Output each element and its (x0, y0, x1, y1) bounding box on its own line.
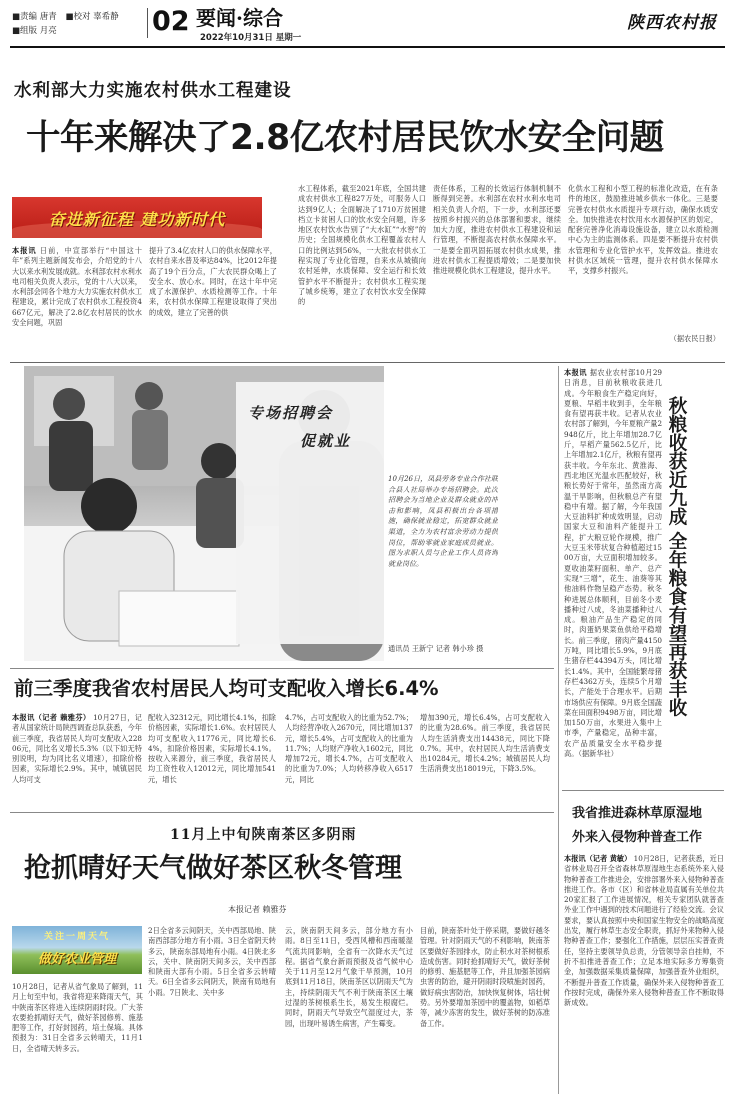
harvest-headline: 秋粮收获近九成 全年粮食有望再获丰收 (666, 396, 687, 717)
lead-kicker: 水利部大力实施农村供水工程建设 (14, 81, 292, 101)
masthead-divider (147, 8, 148, 38)
photo-title-2: 促就业 (300, 432, 352, 450)
lead-col-1 (12, 246, 142, 360)
banner-slogan: 奋进新征程 建功新时代 (48, 210, 226, 229)
income-top-rule (10, 668, 554, 669)
invasive-text (564, 854, 724, 1092)
harvest-byline: 本报讯 (564, 368, 587, 377)
tea-headline: 抢抓晴好天气做好茶区秋冬管理 (24, 853, 402, 884)
harvest-body: 据农业农村部10月29日消息，目前秋粮收获进几成。今年粮食生产稳定向好，夏粮、早稻丰收到手，全年粮食有望再获丰收。记者从农业农村部了解到，今年夏粮产量2948亿斤，比上年增加28.7亿斤，早稻产量562.5亿斤，比上年增加2.1亿斤，秋粮有望再获丰收。今年东北、黄淮海、西北地区光温水匹配较好，秋粮长势好于常年，虽然南方高温干旱影响，但秋粮总产有望稳中有增。据了解，今年我国大豆油料扩种成效明显，启动国家大豆和油料产能提升工程，扩大粮豆轮作规模，推广大豆玉米带状复合种植超过1500万亩，大豆面积增加较多。夏收油菜籽面积、单产、总产实现“三增”，花生、油葵等其他油料作物呈稳产态势。秋冬种进展总体顺利，目前冬小麦播种过八成，冬油菜播种过八成。粮油产品生产稳定的同时，肉蛋奶果菜鱼供给平稳增长。前三季度，猪肉产量4150万吨，同比增长5.9%，9月底生猪存栏44394万头，同比增长1.4%。其中，全国能繁母猪存栏4362万头，连续5个月增长，产能处于合理水平。后期市场供应有保障。9月底全国蔬菜在田面积9498万亩，同比增加150万亩，水果进入集中上市季，产量稳定，品种丰富，农产品质量安全水平稳步提高。（据新华社） (564, 368, 662, 758)
lead-headline: 十年来解决了2.8亿农村居民饮水安全问题 (26, 118, 664, 158)
campaign-banner (12, 197, 262, 238)
weather-banner-top: 关注一周天气 (43, 932, 110, 942)
photo-caption: 10月26日，凤县劳务专业合作社联合县人社局举办专场招聘会。此次招聘会为当地企业及群众就业的冲击和影响，凤县积极出台各项措施，确保就业稳定，拓宽群众就业渠道，全力为农村富余劳动力提供岗位，帮助零就业家庭成员就业。图为求职人员与企业工作人员咨询就业岗位。 (388, 475, 498, 568)
lead-col-1-text: 日前，中宣部举行“中国这十年”系列主题新闻发布会，介绍党的十八大以来水利发展成就。水利部农村水利水电司相关负责人表示，党的十八大以来，水利部会同各个地方大力实施农村供水工程建设，累计完成了农村供水工程投资4667亿元，解决了2.8亿农村居民的饮水安全问题，巩固 (12, 246, 142, 328)
lead-col-4: 责任体系，工程的长效运行体制机制不断得到完善。水利部在农村水利水电司相关负责人介绍，下一步，水利部还要按照乡村振兴的总体部署和要求，继续加大力度，推进农村供水工程建设和运行管理，不断提高农村供水保障水平。一是要全面巩固拓展农村供水成果，推进农村供水工程提质增效；二是要加快推进规模化供水工程建设，提升水平。 (433, 184, 561, 276)
paper-name-logo: 陕西农村报 (627, 13, 717, 33)
masthead-rule (10, 46, 725, 48)
page-number: 02 (152, 6, 190, 37)
tea-col-1: 10月28日，记者从省气象局了解到，11月上旬至中旬，我省将迎来降雨天气，其中陕南茶区将进入连续阴雨时段。广大茶农要抢抓晴好天气，做好茶园修剪、施基肥等工作，打好封园药，培土保墒。具体预报为：31日全省多云转晴天，11月1日，全省晴天转多云。 (12, 982, 143, 1053)
invasive-headline-1: 我省推进森林草原湿地 (572, 806, 703, 821)
lead-byline: 本报讯 (12, 246, 37, 255)
tea-col-2: 2日全省多云间阴天，关中西部局地、陕南西部部分地方有小雨。3日全省阴天转多云，陕南东部局地有小雨。4日陕北多云，关中、陕南阴天间多云，关中西部和陕南大部有小雨。5日全省多云转晴天。6日全省多云间阴天，陕南有局地有小雨。7日陕北、关中多 (148, 926, 276, 997)
tea-col-4: 目前，陕南茶叶处于停采期，要做好越冬管理。针对阴雨天气的不利影响，陕南茶区要做好茶园排水，防止积水对茶树根系造成伤害。同时抢抓晴好天气，做好茶树的修剪、施基肥等工作，并且加强茶园病虫害的防治，避开阴雨时段喷施封园药，做好病虫害防治，加快恢复树体，培壮树势。另外要增加茶园中的覆盖物，如稻草等，减少冻害的发生，做好茶树的防冻准备工作。 (420, 926, 550, 1028)
lead-bottom-rule (10, 362, 725, 363)
income-col-1 (12, 713, 142, 805)
income-col-4: 增加390元，增长6.4%，占可支配收入的比重为28.6%。前三季度，我省居民人均生活消费支出14438元，同比下降0.7%。其中，农村居民人均生活消费支出10284元，增长4.2%；城镇居民人均生活消费支出18019元，下降3.5%。 (420, 713, 550, 774)
invasive-body: 10月28日，记者获悉，近日省林业局召开全省森林草原湿地生态系统外来入侵物种普查工作推进会，安排部署外来入侵物种普查推进工作。各市（区）和省林业局直属有关单位共20家汇报了工作进展情况，相关专家团队就普查外业工作中遇到的技术问题进行了经验交流。会议要求，要认真按照中央和国家生物安全的战略高度出发，履行林草生态安全职责，抓好外来物种入侵物种普查工作；要强化工作措施，层层压实普查责任，坚持主要领导负总责，分管领导亲自挂帅，不折不扣推进普查工作；立足本地实际多方筹集资金，加强数据采集质量保障，加强普查外业组织，不断提升普查工作质量，确保外来入侵物种普查工作按时完成，确保外来入侵物种普查工作不断取得新成效。 (564, 854, 724, 1008)
lead-col-3: 水工程体系，截至2021年底，全国共建成农村供水工程827万处，可服务人口达到9亿人；全面解决了1710万贫困建档立卡贫困人口的饮水安全问题，许多地区农村饮水告别了“大水缸”“水窖”的历史；全国规模化供水工程覆盖农村人口的比例达到56%，一大批农村供水工程实现了专业化管理，自来水从城镇向农村延伸，水质保障、安全运行和长效管护水平不断提升；农村供水工程实现了城乡统筹，建立了农村饮水安全保障的 (298, 184, 426, 307)
right-column-rule (558, 366, 559, 1094)
income-bottom-rule (10, 812, 554, 813)
section-title: 要闻·综合 (196, 6, 283, 30)
masthead-credits (12, 10, 152, 38)
harvest-text (564, 368, 662, 784)
tea-col-3: 云，陕南阴天间多云，部分地方有小雨。8日至11日，受西风槽和西南暖湿气流共同影响，全省有一次降水天气过程。据省气象台新雨预报及省气候中心关于11月至12月气象干旱预测，10月底到11月18日，陕南茶区以阴雨天气为主，持续阴雨天气不利于陕南茶区土壤过湿的茶树根系生长，易发生根腐烂。同时，阴雨天气导致空气湿度过大，茶园，出现叶易诱生病害，产生霉变。 (285, 926, 413, 1028)
photo-credit: 通讯员 王新宁 记者 韩小珍 摄 (388, 644, 484, 653)
income-col-2: 配收入32312元，同比增长4.1%，扣除价格因素，实际增长1.6%。农村居民人均可支配收入11776元，同比增长6.4%，扣除价格因素，实际增长4.1%。按收入来源分，前三季度，我省居民人均工资性收入12012元，同比增加541元，增长 (148, 713, 276, 784)
credit-proof: ■校对 辜希静 (65, 12, 119, 22)
lead-col-5: 化供水工程和小型工程的标准化改造，在有条件的地区，鼓励推进城乡供水一体化。三是要完善农村供水水质提升专项行动，确保水质安全。加快推进农村饮用水水源保护区的划定，配套完善净化消毒设施设备，建立以水质检测中心为主的监测体系。四是要不断提升农村供水管理和专业化管护水平，发挥效益。推进农村供水区域统一管理，提升农村供水保障水平，支撑乡村振兴。 (568, 184, 718, 276)
photo-title-1: 专场招聘会 (248, 404, 334, 422)
income-headline: 前三季度我省农村居民人均可支配收入增长6.4% (14, 677, 439, 700)
invasive-byline: 本报讯（记者 黄敏） (564, 854, 632, 863)
lead-source: （据农民日报） (669, 334, 720, 343)
weather-banner-main: 做好农业管理 (37, 952, 116, 967)
lead-col-2: 提升了3.4亿农村人口的供水保障水平，农村自来水普及率达84%，比2012年提高了19个百分点，广大农民群众喝上了安全水、放心水。同时，在这十年中完成了水源保护、水质检测等工作。十年来，农村供水保障工程建设取得了突出的成效，建立了完善的供 (149, 246, 277, 317)
income-byline: 本报讯（记者 赖雅芬） (12, 713, 91, 722)
issue-date: 2022年10月31日 星期一 (200, 33, 302, 43)
credit-layout: ■组版 月亮 (12, 26, 57, 36)
invasive-headline-2: 外来入侵物种普查工作 (572, 830, 703, 845)
invasive-top-rule (562, 790, 724, 791)
weather-banner (12, 926, 142, 974)
credit-editor: ■责编 唐青 (12, 12, 57, 22)
income-col-3: 4.7%，占可支配收入的比重为52.7%；人均经营净收入2670元，同比增加137元，增长5.4%，占可支配收入的比重为11.7%；人均财产净收入1602元，同比增加72元，增长4.7%，占可支配收入的比重为7.0%；人均转移净收入6517元，同比 (285, 713, 413, 784)
tea-author: 本报记者 赖雅芬 (228, 905, 287, 914)
income-col-1-text: 10月27日，记者从国家统计局陕西调查总队获悉，今年前三季度，我省居民人均可支配收入22806元，同比名义增长5.3%（以下如无特别说明，均为同比名义增速），扣除价格因素，实际增长2.9%。其中，城镇居民人均可支 (12, 713, 142, 784)
tea-kicker: 11月上中旬陕南茶区多阴雨 (170, 827, 357, 843)
